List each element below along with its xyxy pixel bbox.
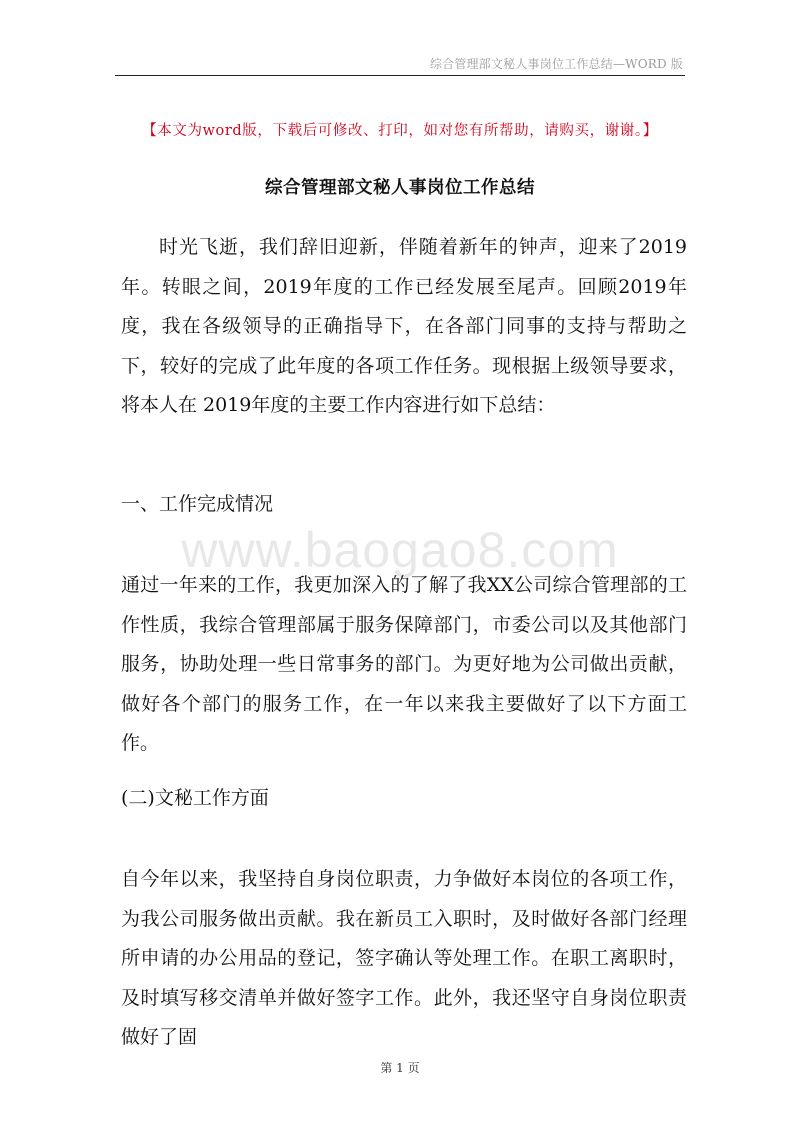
purchase-notice: 【本文为word版，下载后可修改、打印，如对您有所帮助，请购买，谢谢。】 (142, 123, 658, 139)
header-divider (115, 75, 685, 76)
body-paragraph: 自今年以来，我坚持自身岗位职责，力争做好本岗位的各项工作，为我公司服务做出贡献。我在新员工入职时，及时做好各部门经理所申请的办公用品的登记，签字确认等处理工作。在职工离职时，及时填写移交清单并做好签字工作。此外，我还坚守自身岗位职责做好了固 (121, 868, 687, 1048)
body-paragraph: 通过一年来的工作，我更加深入的了解了我XX公司综合管理部的工作性质，我综合管理部属于服务保障部门，市委公司以及其他部门服务，协助处理一些日常事务的部门。为更好地为公司做出贡献，做好各个部门的服务工作，在一年以来我主要做好了以下方面工作。 (121, 574, 687, 754)
page-number: 第 1 页 (380, 1061, 420, 1075)
section-heading-secretarial: (二)文秘工作方面 (121, 787, 269, 809)
watermark: www.baogao8.com (181, 522, 619, 578)
running-header: 综合管理部文秘人事岗位工作总结—WORD 版 (429, 57, 683, 71)
document-title: 综合管理部文秘人事岗位工作总结 (265, 178, 535, 198)
section-heading-work-completion: 一、工作完成情况 (121, 493, 274, 515)
intro-paragraph: 时光飞逝，我们辞旧迎新，伴随着新年的钟声，迎来了2019年。转眼之间，2019年度的工作已经发展至尾声。回顾2019年度，我在各级领导的正确指导下，在各部门同事的支持与帮助之下，较好的完成了此年度的各项工作任务。现根据上级领导要求，将本人在 2019年度的主要工作内容进行如下总结： (121, 236, 687, 416)
